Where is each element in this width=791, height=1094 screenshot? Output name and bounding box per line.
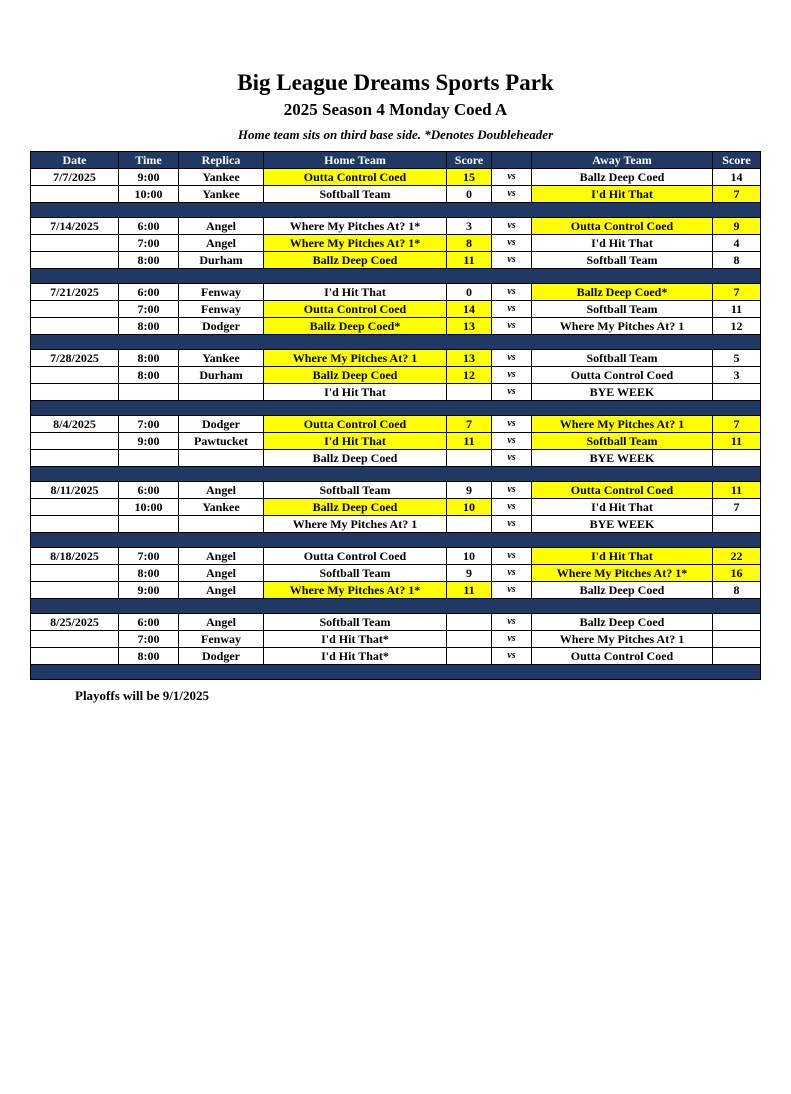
- home-team-note: Home team sits on third base side. *Denotes Doubleheader: [237, 127, 554, 142]
- home-score-cell: 9: [447, 482, 492, 499]
- game-row: [31, 218, 761, 235]
- week-separator-row: [31, 665, 761, 680]
- game-row: [31, 284, 761, 301]
- home-team-cell: I'd Hit That*: [264, 648, 447, 665]
- week-separator-bar: [31, 335, 761, 350]
- away-score-cell: 14: [713, 169, 761, 186]
- date-cell: [31, 565, 119, 582]
- away-team-cell: Ballz Deep Coed: [532, 169, 713, 186]
- replica-cell: Yankee: [179, 169, 264, 186]
- away-score-cell: 8: [713, 252, 761, 269]
- vs-cell: vs: [492, 614, 532, 631]
- date-cell: [31, 433, 119, 450]
- header-away-score: Score: [713, 152, 761, 169]
- away-team-cell: Where My Pitches At? 1: [532, 631, 713, 648]
- time-cell: 7:00: [119, 235, 179, 252]
- away-score-cell: [713, 516, 761, 533]
- away-team-cell: Where My Pitches At? 1: [532, 416, 713, 433]
- header-vs: [492, 152, 532, 169]
- home-team-cell: Where My Pitches At? 1*: [264, 218, 447, 235]
- home-team-cell: Where My Pitches At? 1: [264, 516, 447, 533]
- time-cell: 9:00: [119, 433, 179, 450]
- week-separator-row: [31, 401, 761, 416]
- away-score-cell: 7: [713, 284, 761, 301]
- away-score-cell: 9: [713, 218, 761, 235]
- away-score-cell: 12: [713, 318, 761, 335]
- time-cell: 10:00: [119, 499, 179, 516]
- vs-cell: vs: [492, 218, 532, 235]
- game-row: [31, 301, 761, 318]
- home-team-cell: Ballz Deep Coed: [264, 367, 447, 384]
- home-team-cell: Ballz Deep Coed*: [264, 318, 447, 335]
- home-team-cell: Ballz Deep Coed: [264, 450, 447, 467]
- home-score-cell: [447, 516, 492, 533]
- away-team-cell: BYE WEEK: [532, 384, 713, 401]
- header-home-score: Score: [447, 152, 492, 169]
- replica-cell: Fenway: [179, 284, 264, 301]
- date-cell: 8/18/2025: [31, 548, 119, 565]
- home-score-cell: 13: [447, 350, 492, 367]
- home-team-cell: Softball Team: [264, 614, 447, 631]
- away-team-cell: Outta Control Coed: [532, 367, 713, 384]
- vs-cell: vs: [492, 186, 532, 203]
- game-row: [31, 433, 761, 450]
- page-title: Big League Dreams Sports Park: [237, 70, 554, 95]
- replica-cell: Yankee: [179, 350, 264, 367]
- home-team-cell: Where My Pitches At? 1*: [264, 235, 447, 252]
- time-cell: 6:00: [119, 218, 179, 235]
- week-separator-bar: [31, 665, 761, 680]
- header-replica: Replica: [179, 152, 264, 169]
- date-cell: 8/4/2025: [31, 416, 119, 433]
- game-row: [31, 565, 761, 582]
- home-team-cell: I'd Hit That: [264, 433, 447, 450]
- vs-cell: vs: [492, 482, 532, 499]
- week-separator-bar: [31, 467, 761, 482]
- home-team-cell: Where My Pitches At? 1*: [264, 582, 447, 599]
- date-cell: 7/28/2025: [31, 350, 119, 367]
- vs-cell: vs: [492, 367, 532, 384]
- away-team-cell: BYE WEEK: [532, 450, 713, 467]
- away-score-cell: [713, 648, 761, 665]
- vs-cell: vs: [492, 433, 532, 450]
- replica-cell: Durham: [179, 252, 264, 269]
- date-cell: [31, 499, 119, 516]
- home-score-cell: 7: [447, 416, 492, 433]
- replica-cell: Dodger: [179, 648, 264, 665]
- away-score-cell: 22: [713, 548, 761, 565]
- vs-cell: vs: [492, 516, 532, 533]
- date-cell: [31, 301, 119, 318]
- home-team-cell: Outta Control Coed: [264, 416, 447, 433]
- away-team-cell: BYE WEEK: [532, 516, 713, 533]
- date-cell: [31, 582, 119, 599]
- vs-cell: vs: [492, 582, 532, 599]
- home-score-cell: 12: [447, 367, 492, 384]
- home-team-cell: Outta Control Coed: [264, 301, 447, 318]
- home-team-cell: Ballz Deep Coed: [264, 499, 447, 516]
- week-separator-row: [31, 467, 761, 482]
- away-score-cell: [713, 614, 761, 631]
- vs-cell: vs: [492, 565, 532, 582]
- date-cell: [31, 318, 119, 335]
- time-cell: [119, 516, 179, 533]
- time-cell: 8:00: [119, 565, 179, 582]
- home-score-cell: 13: [447, 318, 492, 335]
- time-cell: 8:00: [119, 318, 179, 335]
- game-row: [31, 450, 761, 467]
- schedule-body: [31, 169, 761, 680]
- date-cell: 7/14/2025: [31, 218, 119, 235]
- vs-cell: vs: [492, 301, 532, 318]
- home-team-cell: Softball Team: [264, 482, 447, 499]
- week-separator-row: [31, 269, 761, 284]
- away-team-cell: I'd Hit That: [532, 548, 713, 565]
- home-score-cell: 0: [447, 186, 492, 203]
- away-team-cell: Where My Pitches At? 1*: [532, 565, 713, 582]
- game-row: [31, 235, 761, 252]
- replica-cell: Yankee: [179, 499, 264, 516]
- away-score-cell: 8: [713, 582, 761, 599]
- away-team-cell: Ballz Deep Coed*: [532, 284, 713, 301]
- home-team-cell: I'd Hit That: [264, 384, 447, 401]
- away-score-cell: [713, 631, 761, 648]
- home-team-cell: Ballz Deep Coed: [264, 252, 447, 269]
- away-score-cell: 3: [713, 367, 761, 384]
- home-score-cell: [447, 384, 492, 401]
- replica-cell: Fenway: [179, 301, 264, 318]
- home-score-cell: [447, 614, 492, 631]
- date-cell: [31, 235, 119, 252]
- time-cell: 6:00: [119, 284, 179, 301]
- replica-cell: [179, 384, 264, 401]
- replica-cell: Angel: [179, 565, 264, 582]
- home-team-cell: Softball Team: [264, 186, 447, 203]
- game-row: [31, 252, 761, 269]
- away-score-cell: 11: [713, 433, 761, 450]
- away-team-cell: Outta Control Coed: [532, 648, 713, 665]
- away-score-cell: 7: [713, 186, 761, 203]
- game-row: [31, 614, 761, 631]
- away-score-cell: 7: [713, 416, 761, 433]
- date-cell: [31, 450, 119, 467]
- home-score-cell: [447, 450, 492, 467]
- home-score-cell: 9: [447, 565, 492, 582]
- home-score-cell: 11: [447, 582, 492, 599]
- away-score-cell: 4: [713, 235, 761, 252]
- header-away-team: Away Team: [532, 152, 713, 169]
- date-cell: [31, 252, 119, 269]
- time-cell: 7:00: [119, 631, 179, 648]
- away-score-cell: [713, 384, 761, 401]
- page-subtitle: 2025 Season 4 Monday Coed A: [283, 100, 508, 119]
- date-cell: [31, 631, 119, 648]
- home-score-cell: 11: [447, 252, 492, 269]
- date-cell: [31, 384, 119, 401]
- home-score-cell: 10: [447, 548, 492, 565]
- away-team-cell: Where My Pitches At? 1: [532, 318, 713, 335]
- home-score-cell: 15: [447, 169, 492, 186]
- game-row: [31, 482, 761, 499]
- time-cell: 9:00: [119, 169, 179, 186]
- home-team-cell: Where My Pitches At? 1: [264, 350, 447, 367]
- week-separator-row: [31, 335, 761, 350]
- header-time: Time: [119, 152, 179, 169]
- date-cell: 7/21/2025: [31, 284, 119, 301]
- game-row: [31, 516, 761, 533]
- game-row: [31, 416, 761, 433]
- week-separator-bar: [31, 203, 761, 218]
- date-cell: 8/11/2025: [31, 482, 119, 499]
- time-cell: 10:00: [119, 186, 179, 203]
- away-team-cell: Ballz Deep Coed: [532, 614, 713, 631]
- time-cell: [119, 450, 179, 467]
- home-team-cell: Outta Control Coed: [264, 169, 447, 186]
- week-separator-bar: [31, 401, 761, 416]
- game-row: [31, 499, 761, 516]
- week-separator-bar: [31, 533, 761, 548]
- home-team-cell: Softball Team: [264, 565, 447, 582]
- away-score-cell: [713, 450, 761, 467]
- replica-cell: Angel: [179, 582, 264, 599]
- vs-cell: vs: [492, 284, 532, 301]
- home-score-cell: 14: [447, 301, 492, 318]
- replica-cell: Yankee: [179, 186, 264, 203]
- away-score-cell: 11: [713, 482, 761, 499]
- week-separator-row: [31, 203, 761, 218]
- away-team-cell: I'd Hit That: [532, 235, 713, 252]
- away-team-cell: Softball Team: [532, 301, 713, 318]
- vs-cell: vs: [492, 169, 532, 186]
- replica-cell: Dodger: [179, 318, 264, 335]
- home-score-cell: 10: [447, 499, 492, 516]
- home-score-cell: 8: [447, 235, 492, 252]
- away-team-cell: Ballz Deep Coed: [532, 582, 713, 599]
- playoffs-note: Playoffs will be 9/1/2025: [75, 688, 209, 703]
- replica-cell: Angel: [179, 218, 264, 235]
- schedule-table: [30, 151, 761, 680]
- away-team-cell: Outta Control Coed: [532, 218, 713, 235]
- time-cell: [119, 384, 179, 401]
- replica-cell: [179, 450, 264, 467]
- date-cell: [31, 186, 119, 203]
- away-team-cell: Softball Team: [532, 252, 713, 269]
- away-score-cell: 7: [713, 499, 761, 516]
- header-home-team: Home Team: [264, 152, 447, 169]
- replica-cell: Pawtucket: [179, 433, 264, 450]
- game-row: [31, 318, 761, 335]
- date-cell: [31, 367, 119, 384]
- home-score-cell: 0: [447, 284, 492, 301]
- week-separator-row: [31, 599, 761, 614]
- table-header-row: [31, 152, 761, 169]
- home-team-cell: Outta Control Coed: [264, 548, 447, 565]
- game-row: [31, 548, 761, 565]
- away-team-cell: Softball Team: [532, 350, 713, 367]
- date-cell: 8/25/2025: [31, 614, 119, 631]
- time-cell: 8:00: [119, 350, 179, 367]
- game-row: [31, 350, 761, 367]
- replica-cell: Angel: [179, 614, 264, 631]
- game-row: [31, 169, 761, 186]
- away-score-cell: 16: [713, 565, 761, 582]
- vs-cell: vs: [492, 450, 532, 467]
- home-score-cell: [447, 648, 492, 665]
- home-team-cell: I'd Hit That*: [264, 631, 447, 648]
- week-separator-bar: [31, 269, 761, 284]
- away-score-cell: 5: [713, 350, 761, 367]
- game-row: [31, 367, 761, 384]
- vs-cell: vs: [492, 499, 532, 516]
- replica-cell: Dodger: [179, 416, 264, 433]
- vs-cell: vs: [492, 384, 532, 401]
- game-row: [31, 648, 761, 665]
- time-cell: 9:00: [119, 582, 179, 599]
- home-score-cell: [447, 631, 492, 648]
- game-row: [31, 631, 761, 648]
- time-cell: 8:00: [119, 252, 179, 269]
- replica-cell: Durham: [179, 367, 264, 384]
- away-team-cell: I'd Hit That: [532, 186, 713, 203]
- time-cell: 6:00: [119, 482, 179, 499]
- vs-cell: vs: [492, 416, 532, 433]
- replica-cell: Fenway: [179, 631, 264, 648]
- time-cell: 7:00: [119, 416, 179, 433]
- time-cell: 7:00: [119, 548, 179, 565]
- away-team-cell: Outta Control Coed: [532, 482, 713, 499]
- time-cell: 7:00: [119, 301, 179, 318]
- vs-cell: vs: [492, 648, 532, 665]
- game-row: [31, 582, 761, 599]
- date-cell: 7/7/2025: [31, 169, 119, 186]
- replica-cell: Angel: [179, 548, 264, 565]
- time-cell: 6:00: [119, 614, 179, 631]
- home-team-cell: I'd Hit That: [264, 284, 447, 301]
- vs-cell: vs: [492, 350, 532, 367]
- away-score-cell: 11: [713, 301, 761, 318]
- game-row: [31, 186, 761, 203]
- date-cell: [31, 516, 119, 533]
- replica-cell: [179, 516, 264, 533]
- game-row: [31, 384, 761, 401]
- date-cell: [31, 648, 119, 665]
- vs-cell: vs: [492, 631, 532, 648]
- away-team-cell: Softball Team: [532, 433, 713, 450]
- away-team-cell: I'd Hit That: [532, 499, 713, 516]
- vs-cell: vs: [492, 252, 532, 269]
- vs-cell: vs: [492, 235, 532, 252]
- home-score-cell: 3: [447, 218, 492, 235]
- replica-cell: Angel: [179, 235, 264, 252]
- vs-cell: vs: [492, 318, 532, 335]
- schedule-sheet: [0, 70, 791, 1094]
- week-separator-row: [31, 533, 761, 548]
- home-score-cell: 11: [447, 433, 492, 450]
- vs-cell: vs: [492, 548, 532, 565]
- time-cell: 8:00: [119, 648, 179, 665]
- replica-cell: Angel: [179, 482, 264, 499]
- time-cell: 8:00: [119, 367, 179, 384]
- header-date: Date: [31, 152, 119, 169]
- week-separator-bar: [31, 599, 761, 614]
